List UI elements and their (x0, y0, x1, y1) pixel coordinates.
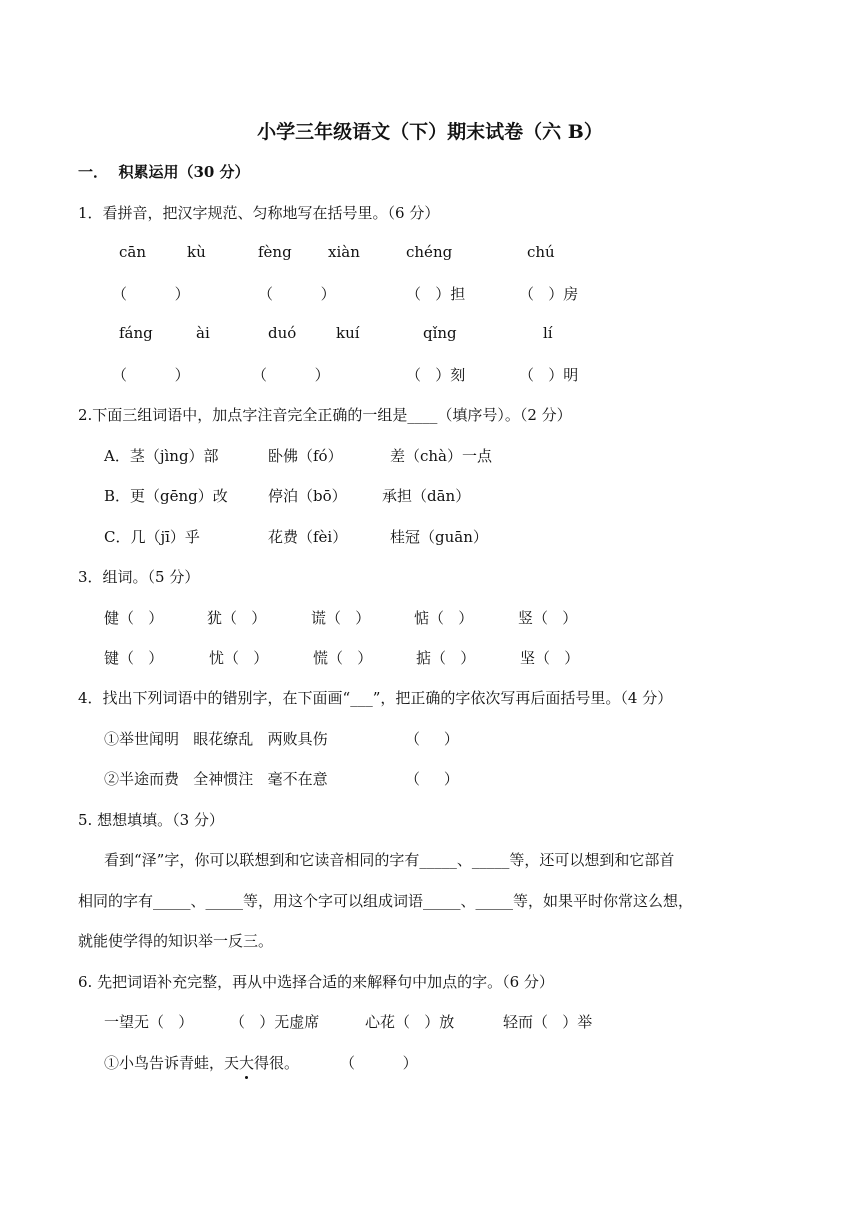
answer-blank[interactable]: （ ） (112, 285, 190, 303)
option-a-3: 差（chà）一点 (390, 447, 493, 465)
word-blank[interactable]: 惦（ ） (414, 609, 474, 627)
correction-words: ②半途而费 全神惯注 毫不在意 (104, 770, 328, 788)
word-blank[interactable]: 键（ ） (104, 649, 164, 667)
emphasis-dot (245, 1076, 248, 1079)
section-heading: 一． 积累运用（30 分） (78, 163, 250, 181)
question-4-prompt: 4．找出下列词语中的错别字，在下面画“___”，把正确的字依次写再后面括号里。（4 分） (78, 689, 673, 707)
pinyin: fáng (119, 324, 153, 342)
idiom-blank[interactable]: 轻而（ ）举 (503, 1013, 593, 1031)
option-c-1: C．几（jī）乎 (104, 528, 200, 546)
option-b-1: B．更（gēng）改 (104, 487, 228, 505)
correction-words: ①举世闻明 眼花缭乱 两败具伤 (104, 730, 328, 748)
word-blank[interactable]: 忧（ ） (209, 649, 269, 667)
paragraph-line: 就能使学得的知识举一反三。 (78, 932, 274, 950)
answer-blank[interactable]: （ ） (258, 285, 336, 303)
question-3-prompt: 3．组词。（5 分） (78, 568, 200, 586)
pinyin: xiàn (328, 243, 360, 261)
sentence-text: 得很。 (254, 1054, 300, 1072)
answer-blank[interactable]: （ ） (405, 770, 459, 788)
question-2-prompt: 2.下面三组词语中，加点字注音完全正确的一组是____（填序号）。（2 分） (78, 406, 572, 424)
answer-blank[interactable]: （ ） (340, 1054, 418, 1072)
pinyin: lí (543, 324, 553, 342)
idiom-blank[interactable]: （ ）无虚席 (230, 1013, 320, 1031)
sentence-1 (104, 1052, 299, 1073)
paragraph-line: 看到“泽”字，你可以联想到和它读音相同的字有_____、_____等，还可以想到和它部首 (104, 851, 675, 869)
page-title: 小学三年级语文（下）期末试卷（六 B） (257, 121, 603, 143)
word-blank[interactable]: 竖（ ） (518, 609, 578, 627)
word-blank[interactable]: 慌（ ） (313, 649, 373, 667)
answer-blank[interactable]: （ ）刻 (406, 366, 466, 384)
pinyin: ài (196, 324, 210, 342)
idiom-blank[interactable]: 心花（ ）放 (365, 1013, 455, 1031)
option-b-2: 停泊（bō） (268, 487, 347, 505)
word-blank[interactable]: 谎（ ） (311, 609, 371, 627)
question-5-prompt: 5. 想想填填。（3 分） (78, 811, 224, 829)
question-6-prompt: 6. 先把词语补充完整，再从中选择合适的来解释句中加点的字。（6 分） (78, 973, 554, 991)
pinyin: fèng (258, 243, 292, 261)
pinyin: duó (268, 324, 297, 342)
answer-blank[interactable]: （ ） (252, 366, 330, 384)
pinyin: kuí (336, 324, 360, 342)
answer-blank[interactable]: （ ）明 (519, 366, 579, 384)
answer-blank[interactable]: （ ）房 (519, 285, 579, 303)
pinyin: chú (527, 243, 555, 261)
pinyin: cān (119, 243, 147, 261)
answer-blank[interactable]: （ ） (405, 730, 459, 748)
dotted-character-text: 大 (239, 1054, 255, 1072)
option-a-1: A．茎（jìng）部 (104, 447, 219, 465)
paragraph-line: 相同的字有_____、_____等，用这个字可以组成词语_____、_____等，如果平时你常这么想， (78, 892, 694, 910)
option-b-3: 承担（dān） (382, 487, 471, 505)
sentence-text: ①小鸟告诉青蛙，天 (104, 1054, 240, 1072)
word-blank[interactable]: 坚（ ） (520, 649, 580, 667)
answer-blank[interactable]: （ ）担 (406, 285, 466, 303)
pinyin: kù (187, 243, 206, 261)
pinyin: chéng (406, 243, 453, 261)
pinyin: qǐng (423, 324, 457, 342)
option-c-3: 桂冠（guān） (390, 528, 488, 546)
dotted-character (239, 1054, 254, 1072)
word-blank[interactable]: 犹（ ） (207, 609, 267, 627)
question-1-prompt: 1．看拼音，把汉字规范、匀称地写在括号里。（6 分） (78, 204, 440, 222)
answer-blank[interactable]: （ ） (112, 366, 190, 384)
idiom-blank[interactable]: 一望无（ ） (104, 1013, 194, 1031)
option-c-2: 花费（fèi） (268, 528, 348, 546)
word-blank[interactable]: 健（ ） (104, 609, 164, 627)
word-blank[interactable]: 掂（ ） (416, 649, 476, 667)
option-a-2: 卧佛（fó） (268, 447, 343, 465)
